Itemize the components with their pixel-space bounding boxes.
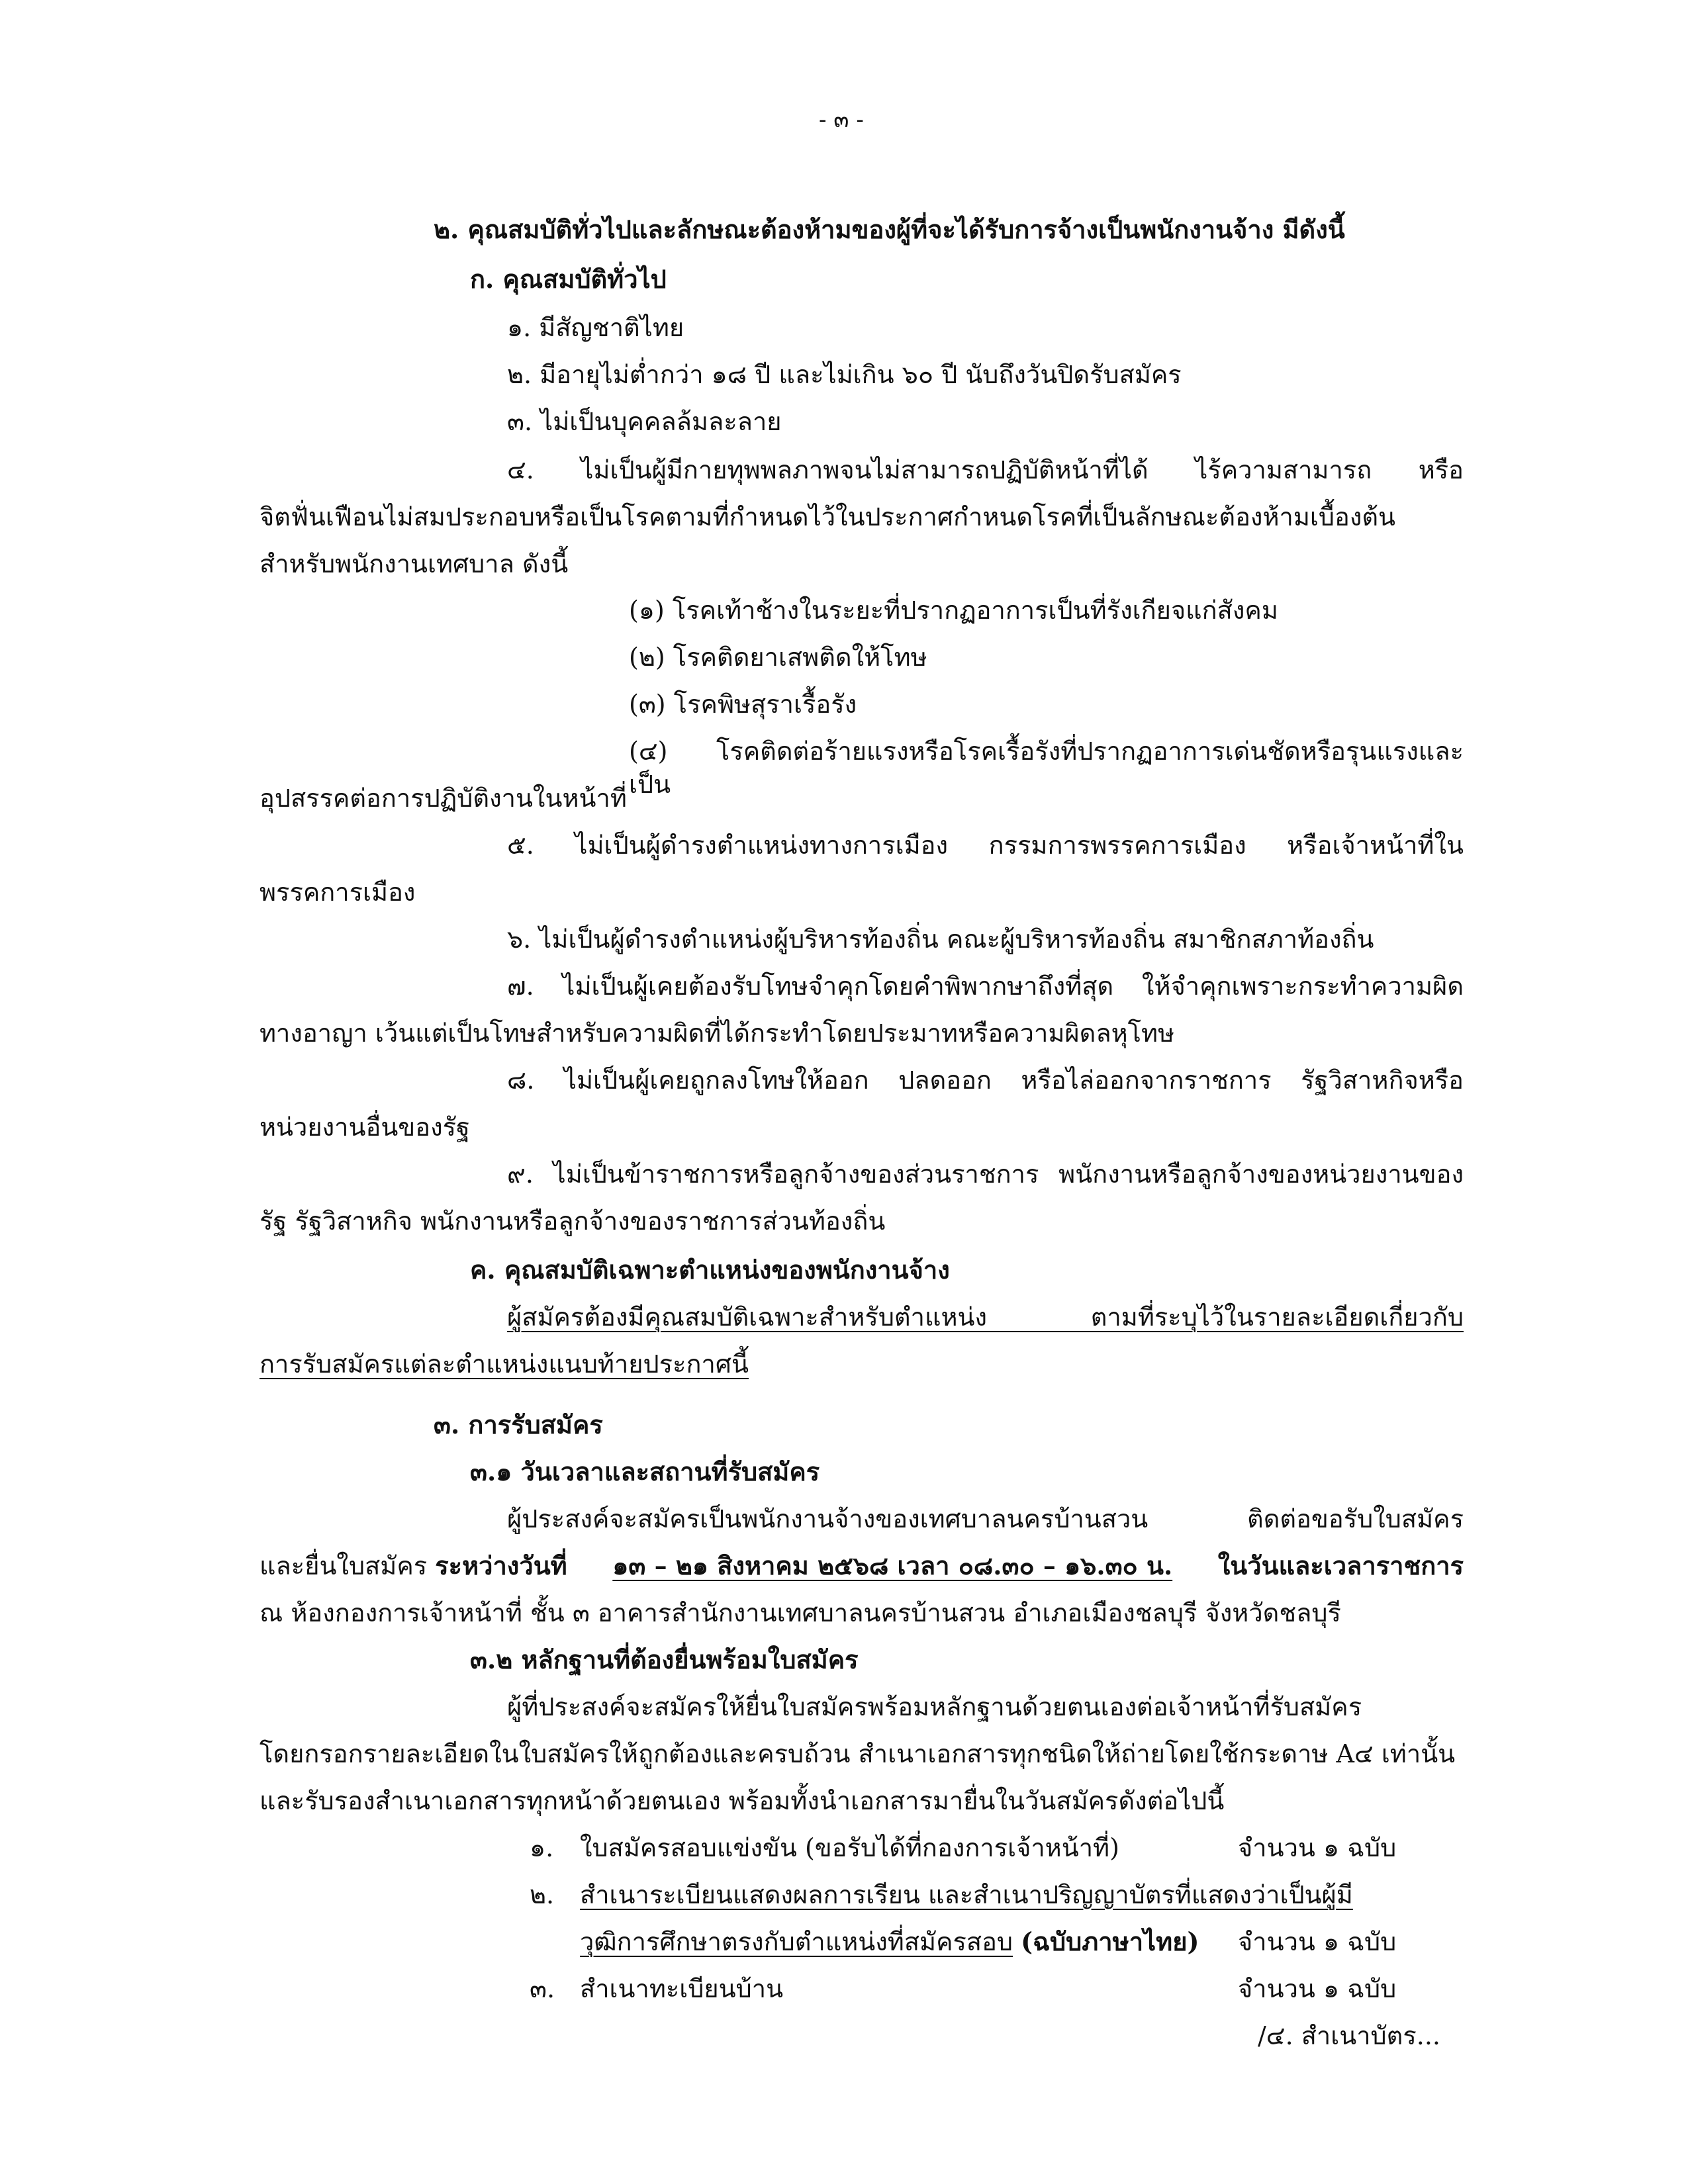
document-3-number: ๓. bbox=[530, 1974, 555, 2003]
disease-2: (๒) โรคติดยาเสพติดให้โทษ bbox=[629, 643, 927, 672]
documents-intro-line-3: และรับรองสำเนาเอกสารทุกหน้าด้วยตนเอง พร้อมทั้งนำเอกสารมายื่นในวันสมัครดังต่อไปนี้ bbox=[259, 1786, 1225, 1815]
disease-1: (๑) โรคเท้าช้างในระยะที่ปรากฏอาการเป็นที่รังเกียจแก่สังคม bbox=[629, 596, 1278, 625]
application-period-between: ระหว่างวันที่ bbox=[435, 1551, 567, 1580]
documents-intro-line-1: ผู้ที่ประสงค์จะสมัครให้ยื่นใบสมัครพร้อมหลักฐานด้วยตนเองต่อเจ้าหน้าที่รับสมัคร bbox=[507, 1692, 1362, 1721]
application-dates: ๑๓ – ๒๑ สิงหาคม ๒๕๖๘ เวลา ๐๘.๓๐ – ๑๖.๓๐ น. bbox=[612, 1551, 1173, 1580]
general-item-5-line-2: พรรคการเมือง bbox=[259, 878, 416, 907]
document-2-qualification: วุฒิการศึกษาตรงกับตำแหน่งที่สมัครสอบ bbox=[580, 1927, 1013, 1956]
document-3-text: สำเนาทะเบียนบ้าน bbox=[580, 1974, 784, 2003]
application-period-line-2 bbox=[259, 1549, 1464, 1582]
general-item-4-line-1: ๔. ไม่เป็นผู้มีกายทุพพลภาพจนไม่สามารถปฏิบัติหน้าที่ได้ ไร้ความสามารถ หรือ bbox=[507, 455, 1464, 484]
specific-qualification-line-2: การรับสมัครแต่ละตำแหน่งแนบท้ายประกาศนี้ bbox=[259, 1349, 749, 1379]
section-3-heading: ๓. การรับสมัคร bbox=[434, 1410, 603, 1439]
document-1-text: ใบสมัครสอบแข่งขัน (ขอรับได้ที่กองการเจ้าหน้าที่) bbox=[580, 1833, 1119, 1862]
general-item-9-line-1: ๙. ไม่เป็นข้าราชการหรือลูกจ้างของส่วนราชการ พนักงานหรือลูกจ้างของหน่วยงานของ bbox=[507, 1160, 1464, 1189]
document-2-number: ๒. bbox=[530, 1880, 555, 1909]
document-2-text-line-1: สำเนาระเบียนแสดงผลการเรียน และสำเนาปริญญาบัตรที่แสดงว่าเป็นผู้มี bbox=[580, 1880, 1353, 1909]
general-item-4-line-2: จิตฟั่นเฟือนไม่สมประกอบหรือเป็นโรคตามที่กำหนดไว้ในประกาศกำหนดโรคที่เป็นลักษณะต้องห้ามเบื้องต้น bbox=[259, 502, 1396, 531]
general-item-8-line-1: ๘. ไม่เป็นผู้เคยถูกลงโทษให้ออก ปลดออก หรือไล่ออกจากราชการ รัฐวิสาหกิจหรือ bbox=[507, 1066, 1464, 1095]
general-item-7-line-1: ๗. ไม่เป็นผู้เคยต้องรับโทษจำคุกโดยคำพิพากษาถึงที่สุด ให้จำคุกเพราะกระทำความผิด bbox=[507, 972, 1464, 1001]
application-period-prefix: และยื่นใบสมัคร ระหว่างวันที่ bbox=[259, 1551, 567, 1580]
application-period-line-1: ผู้ประสงค์จะสมัครเป็นพนักงานจ้างของเทศบาลนครบ้านสวน ติดต่อขอรับใบสมัคร bbox=[507, 1504, 1464, 1533]
general-item-3: ๓. ไม่เป็นบุคคลล้มละลาย bbox=[507, 407, 782, 436]
general-item-1: ๑. มีสัญชาติไทย bbox=[507, 313, 684, 342]
continuation-note: /๔. สำเนาบัตร... bbox=[1258, 2021, 1441, 2050]
section-2-heading: ๒. คุณสมบัติทั่วไปและลักษณะต้องห้ามของผู้ที่จะได้รับการจ้างเป็นพนักงานจ้าง มีดังนี้ bbox=[434, 214, 1345, 244]
general-item-8-line-2: หน่วยงานอื่นของรัฐ bbox=[259, 1113, 471, 1142]
section-2c-heading: ค. คุณสมบัติเฉพาะตำแหน่งของพนักงานจ้าง bbox=[470, 1255, 950, 1285]
page-number: - ๓ - bbox=[819, 107, 864, 133]
specific-qualification-line-1: ผู้สมัครต้องมีคุณสมบัติเฉพาะสำหรับตำแหน่ง ตามที่ระบุไว้ในรายละเอียดเกี่ยวกับ bbox=[507, 1302, 1464, 1332]
document-2-text-line-2 bbox=[580, 1925, 1199, 1958]
general-item-9-line-2: รัฐ รัฐวิสาหกิจ พนักงานหรือลูกจ้างของราชการส่วนท้องถิ่น bbox=[259, 1206, 886, 1236]
document-2-thai-version: (ฉบับภาษาไทย) bbox=[1021, 1927, 1199, 1956]
general-item-7-line-2: ทางอาญา เว้นแต่เป็นโทษสำหรับความผิดที่ได้กระทำโดยประมาทหรือความผิดลหุโทษ bbox=[259, 1019, 1175, 1048]
general-item-4-line-3: สำหรับพนักงานเทศบาล ดังนี้ bbox=[259, 549, 569, 578]
general-item-5-line-1: ๕. ไม่เป็นผู้ดำรงตำแหน่งทางการเมือง กรรมการพรรคการเมือง หรือเจ้าหน้าที่ใน bbox=[507, 831, 1464, 860]
disease-4-line-1: (๔) โรคติดต่อร้ายแรงหรือโรคเรื้อรังที่ปรากฏอาการเด่นชัดหรือรุนแรงและเป็น bbox=[629, 737, 1464, 799]
general-item-6: ๖. ไม่เป็นผู้ดำรงตำแหน่งผู้บริหารท้องถิ่น คณะผู้บริหารท้องถิ่น สมาชิกสภาท้องถิ่น bbox=[507, 925, 1374, 954]
document-3-quantity: จำนวน ๑ ฉบับ bbox=[1238, 1974, 1397, 2003]
application-location: ณ ห้องกองการเจ้าหน้าที่ ชั้น ๓ อาคารสำนักงานเทศบาลนครบ้านสวน อำเภอเมืองชลบุรี จังหวัดชลบุรี bbox=[259, 1598, 1341, 1627]
document-1-number: ๑. bbox=[530, 1833, 554, 1862]
disease-4-line-2: อุปสรรคต่อการปฏิบัติงานในหน้าที่ bbox=[259, 784, 627, 813]
documents-intro-line-2: โดยกรอกรายละเอียดในใบสมัครให้ถูกต้องและครบถ้วน สำเนาเอกสารทุกชนิดให้ถ่ายโดยใช้กระดาษ A๔ เท่านั้น bbox=[259, 1739, 1456, 1768]
section-2a-heading: ก. คุณสมบัติทั่วไป bbox=[470, 264, 667, 294]
disease-3: (๓) โรคพิษสุราเรื้อรัง bbox=[629, 690, 857, 719]
document-2-quantity: จำนวน ๑ ฉบับ bbox=[1238, 1927, 1397, 1956]
section-3-2-heading: ๓.๒ หลักฐานที่ต้องยื่นพร้อมใบสมัคร bbox=[470, 1645, 859, 1674]
section-3-1-heading: ๓.๑ วันเวลาและสถานที่รับสมัคร bbox=[470, 1457, 820, 1486]
application-official-hours: ในวันและเวลาราชการ bbox=[1217, 1551, 1464, 1580]
document-1-quantity: จำนวน ๑ ฉบับ bbox=[1238, 1833, 1397, 1862]
general-item-2: ๒. มีอายุไม่ต่ำกว่า ๑๘ ปี และไม่เกิน ๖๐ ปี นับถึงวันปิดรับสมัคร bbox=[507, 360, 1182, 389]
